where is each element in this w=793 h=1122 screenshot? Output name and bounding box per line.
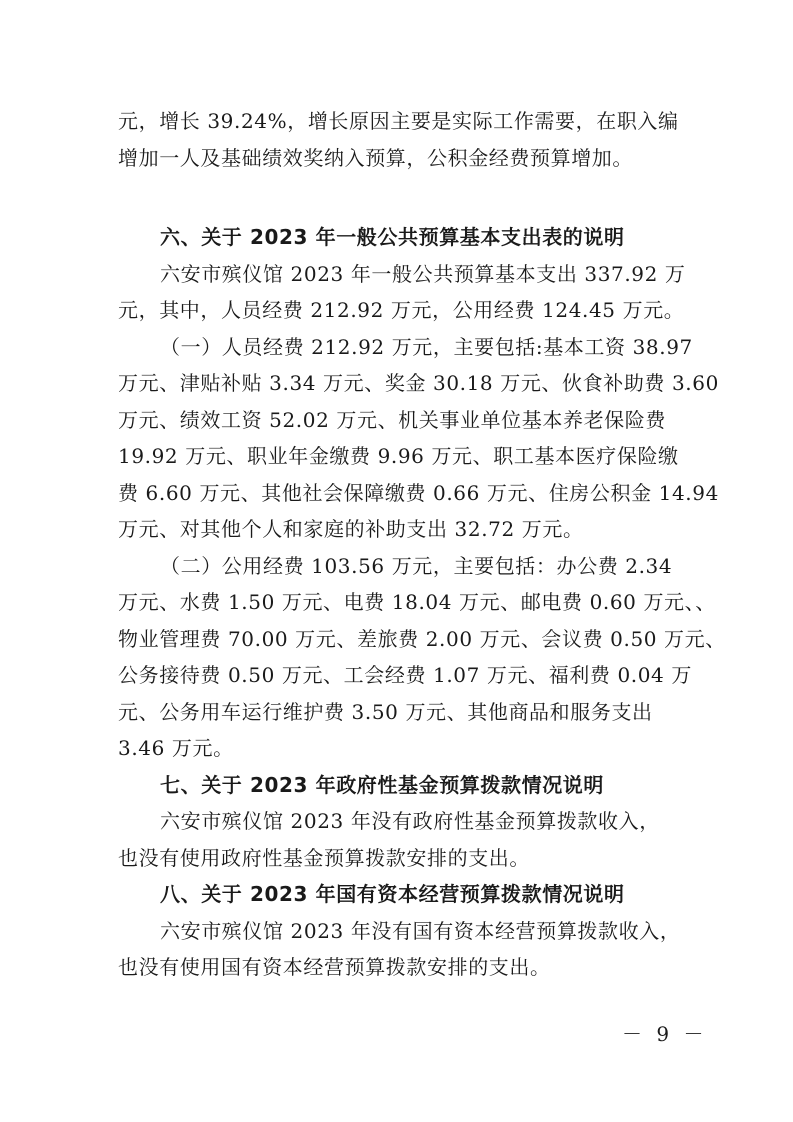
text-line: 也没有使用政府性基金预算拨款安排的支出。: [118, 845, 530, 870]
text-line: 元、公务用车运行维护费 3.50 万元、其他商品和服务支出: [118, 699, 653, 724]
text-line: 19.92 万元、职业年金缴费 9.96 万元、职工基本医疗保险缴: [118, 444, 679, 468]
text-line: 物业管理费 70.00 万元、差旅费 2.00 万元、会议费 0.50 万元、: [118, 626, 726, 651]
text-line: 元，增长 39.24%，增长原因主要是实际工作需要，在职入编: [118, 109, 679, 133]
text-line: 费 6.60 万元、其他社会保障缴费 0.66 万元、住房公积金 14.94: [118, 480, 719, 505]
section-7-heading: 七、关于 2023 年政府性基金预算拨款情况说明: [160, 772, 604, 797]
text-line: 增加一人及基础绩效奖纳入预算，公积金经费预算增加。: [118, 145, 633, 170]
text-line: （二）公用经费 103.56 万元，主要包括：办公费 2.34: [160, 553, 673, 578]
section-8-heading: 八、关于 2023 年国有资本经营预算拨款情况说明: [160, 882, 625, 906]
text-line: 万元、水费 1.50 万元、电费 18.04 万元、邮电费 0.60 万元、、: [118, 590, 716, 614]
page-content: [118, 103, 726, 986]
section-7: [118, 767, 676, 877]
section-6: [118, 219, 726, 767]
text-line: 万元、津贴补贴 3.34 万元、奖金 30.18 万元、伙食补助费 3.60: [118, 371, 719, 395]
text-line: 3.46 万元。: [118, 736, 234, 760]
section-8: [118, 876, 681, 986]
text-line: 六安市殡仪馆 2023 年没有政府性基金预算拨款收入，: [160, 809, 660, 833]
text-line: （一）人员经费 212.92 万元，主要包括:基本工资 38.97: [160, 334, 693, 359]
section-6-summary: [118, 256, 686, 329]
text-line: 也没有使用国有资本经营预算拨款安排的支出。: [118, 955, 551, 979]
page-number: － 9 －: [622, 1022, 708, 1046]
personnel-expenses-paragraph: [118, 329, 719, 548]
text-line: 六安市殡仪馆 2023 年一般公共预算基本支出 337.92 万: [160, 261, 686, 286]
text-line: 六安市殡仪馆 2023 年没有国有资本经营预算拨款收入，: [160, 918, 681, 943]
text-line: 元，其中，人员经费 212.92 万元，公用经费 124.45 万元。: [118, 298, 685, 322]
text-line: 万元、对其他个人和家庭的补助支出 32.72 万元。: [118, 517, 584, 541]
text-line: 万元、绩效工资 52.02 万元、机关事业单位基本养老保险费: [118, 407, 666, 432]
text-line: 公务接待费 0.50 万元、工会经费 1.07 万元、福利费 0.04 万: [118, 663, 692, 687]
public-expenses-paragraph: [118, 548, 726, 767]
section-6-heading: 六、关于 2023 年一般公共预算基本支出表的说明: [160, 225, 625, 249]
paragraph-gap: [118, 176, 676, 219]
intro-paragraph: [118, 103, 679, 176]
